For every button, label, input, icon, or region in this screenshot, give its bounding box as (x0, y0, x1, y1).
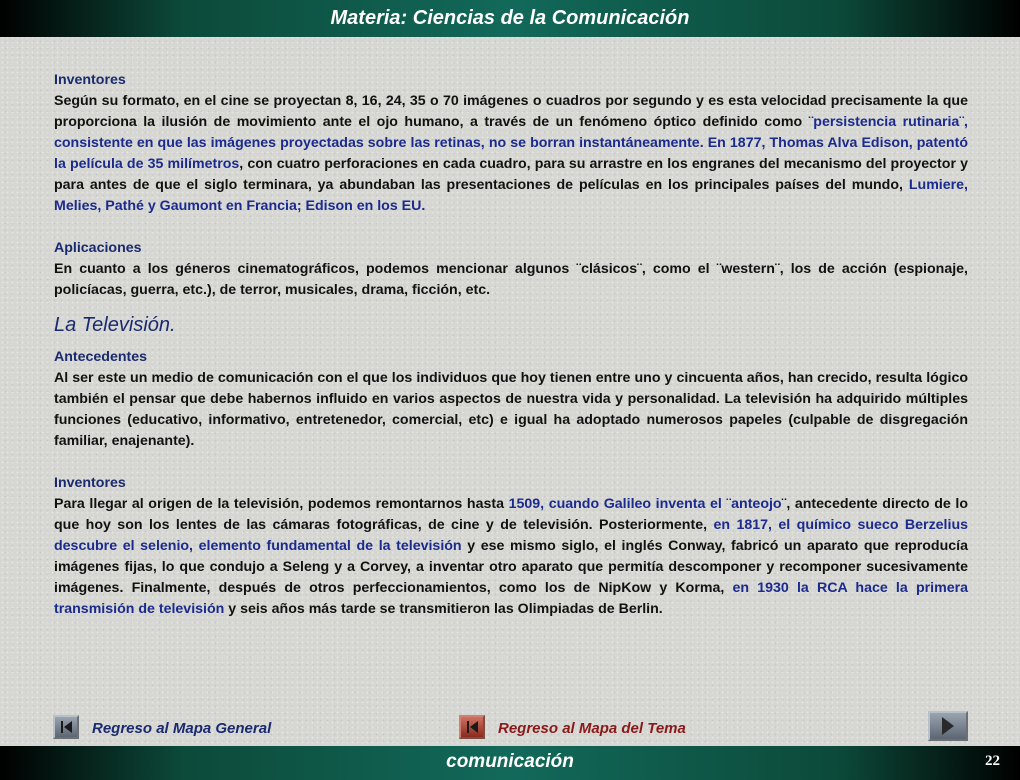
header-bar (0, 0, 1020, 37)
main-content (54, 70, 968, 620)
first-bar-icon (61, 721, 63, 733)
arrow-left-icon (470, 721, 478, 733)
spacer (54, 217, 968, 238)
mapa-general-button[interactable] (53, 715, 79, 739)
header-title: Materia: Ciencias de la Comunicación (330, 7, 690, 29)
spacer (54, 452, 968, 473)
mapa-tema-button[interactable] (459, 715, 485, 739)
aplicaciones-heading: Aplicaciones (54, 240, 142, 256)
highlight-segment: Lumiere, Melies, Pathé y Gaumont en Francia; Edison en los EU. (54, 177, 968, 214)
arrow-right-icon (942, 717, 954, 735)
text-segment: y ese mismo siglo, el inglés Conway, fabricó un aparato que reproducía imágenes fijas, lo que condujo a Seleng y a Corvey, a inventar otro aparato que permitía descomponer y recomponer sucesivamente imágenes. Finalmente, después de otros perfeccionamientos, como los de NipKow y Korma, (54, 538, 968, 596)
navigation-bar (0, 715, 1020, 745)
highlight-segment: ¨persistencia rutinaria¨, consistente en que las imágenes proyectadas sobre las retinas, no se borran instantáneamente. En 1877, Thomas Alva Edison, patentó la película de 35 milímetros (54, 114, 968, 172)
next-page-button[interactable] (928, 711, 968, 741)
page-number: 22 (985, 753, 1000, 769)
cine-inventores-heading: Inventores (54, 72, 126, 88)
antecedentes-paragraph: Al ser este un medio de comunicación con el que los individuos que hoy tienen entre uno y cincuenta años, han crecido, resulta lógico también el pensar que debe habernos influido en varios aspectos de nuestra vida y personalidad. La televisión ha adquirido múltiples funciones (educativo, informativo, entretenedor, comercial, etc) e igual ha adoptado numerosos papeles (culpable de disgregación familiar, enajenante). (54, 370, 968, 449)
arrow-left-icon (64, 721, 72, 733)
antecedentes-heading: Antecedentes (54, 349, 148, 365)
highlight-segment: en 1930 la RCA hace la primera transmisión de televisión (54, 580, 968, 617)
text-segment: Según su formato, en el cine se proyectan 8, 16, 24, 35 o 70 imágenes o cuadros por segundo y es esta velocidad precisamente la que proporciona la ilusión de movimiento ante el ojo humano, a través de un fenómeno óptico definido como (54, 93, 968, 130)
highlight-segment: en 1817, el químico sueco Berzelius descubre el selenio, elemento fundamental de la televisión (54, 517, 968, 554)
footer-title: comunicación (446, 751, 574, 772)
first-bar-icon (467, 721, 469, 733)
cine-inventores-paragraph (54, 91, 968, 217)
text-segment: y seis años más tarde se transmitieron las Olimpiadas de Berlin. (224, 601, 663, 617)
tv-inventores-paragraph (54, 494, 968, 620)
footer-bar (0, 746, 1020, 780)
section-title-television: La Televisión. (54, 314, 176, 336)
tv-inventores-heading: Inventores (54, 475, 126, 491)
text-segment: , con cuatro perforaciones en cada cuadro, para su arrastre en los engranes del mecanismo del proyector y para antes de que el siglo terminara, ya abundaban las presentaciones de películas en los principales países del mundo, (54, 156, 968, 193)
text-segment: Para llegar al origen de la televisión, podemos remontarnos hasta (54, 496, 509, 512)
text-segment: ¨, antecedente directo de lo que hoy son los lentes de las cámaras fotográficas, de cine y de televisión. Posteriormente, (54, 496, 968, 533)
aplicaciones-paragraph: En cuanto a los géneros cinematográficos, podemos mencionar algunos ¨clásicos¨, como el ¨western¨, los de acción (espionaje, policíacas, guerra, etc.), de terror, musicales, drama, ficción, etc. (54, 261, 968, 298)
mapa-tema-link[interactable]: Regreso al Mapa del Tema (498, 720, 686, 737)
mapa-general-link[interactable]: Regreso al Mapa General (92, 720, 272, 737)
highlight-segment: 1509, cuando Galileo inventa el ¨anteojo (508, 496, 782, 512)
